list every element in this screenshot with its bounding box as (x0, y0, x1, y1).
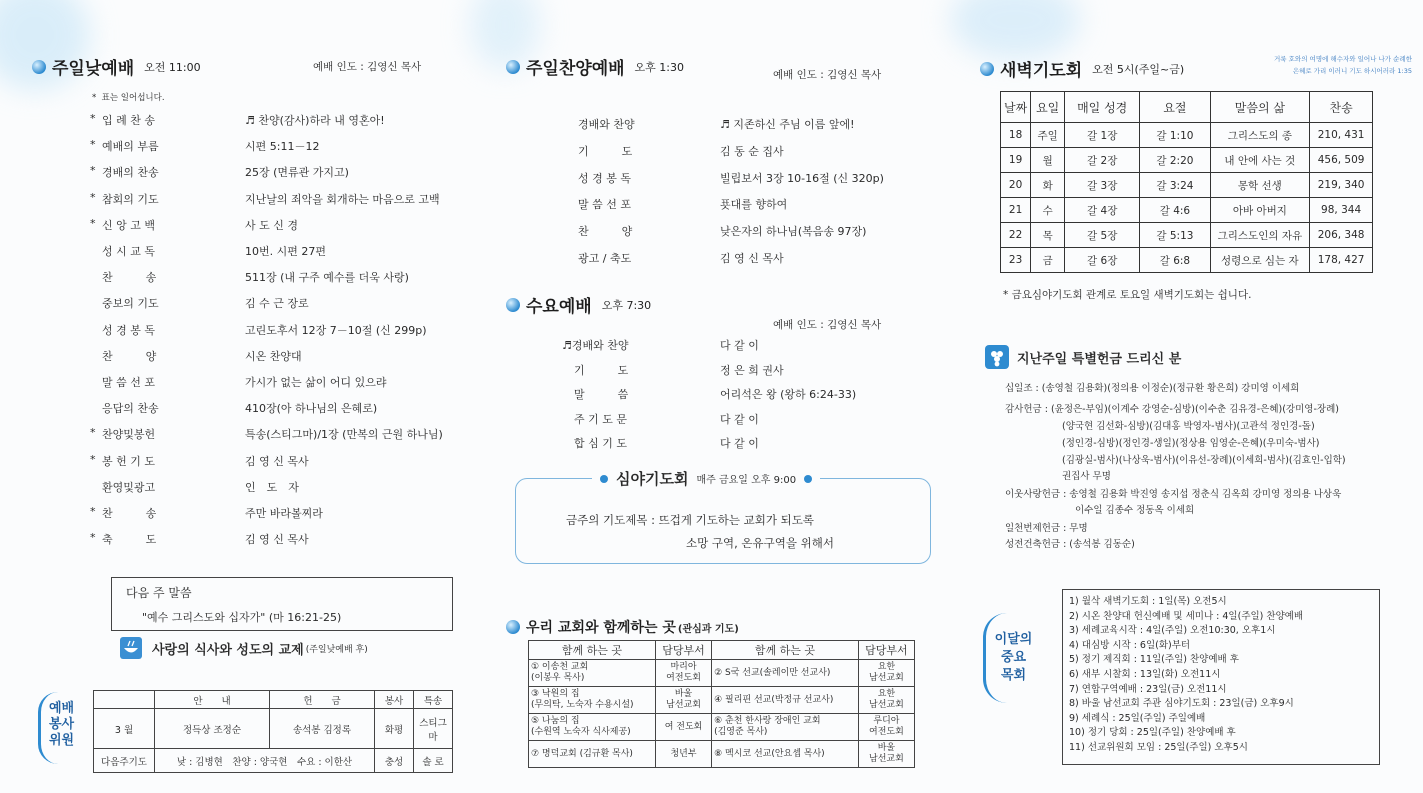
grapes-icon (985, 345, 1009, 369)
table-cell: 갈 3장 (1065, 173, 1140, 198)
order-value: 낮은자의 하나님(복음송 97장) (720, 225, 867, 239)
table-cell: ③ 낙원의 집 (무의탁, 노숙자 수용시설) (529, 687, 656, 714)
table-cell: ⑧ 멕시코 선교(안요셉 목사) (712, 741, 859, 768)
order-value: 시온 찬양대 (245, 349, 302, 363)
volunteer-label: 예배 봉사 위원 (38, 692, 85, 764)
table-cell: 갈 1장 (1065, 123, 1140, 148)
order-item (90, 453, 470, 471)
order-label: 주 기 도 문 (574, 412, 627, 426)
table-cell: 성령으로 심는 자 (1210, 248, 1310, 273)
table-cell: 수 (1031, 198, 1065, 223)
table-cell: 98, 344 (1310, 198, 1373, 223)
table-row (529, 714, 915, 741)
table-cell: ① 이송천 교회 (이봉우 목사) (529, 660, 656, 687)
order-item (90, 479, 470, 497)
order-label: 경배와 찬양 (578, 118, 635, 131)
order-value: 410장(아 하나님의 은혜로) (245, 402, 378, 416)
next-week-word-box (111, 577, 453, 631)
offering-line: (정인경-심방)(정인경-생일)(정상용 임영순-은혜)(우미숙-범사) (1062, 438, 1320, 449)
order-item (90, 269, 470, 287)
table-cell: 그리스도의 종 (1210, 123, 1310, 148)
table-cell: 여 전도회 (655, 714, 711, 741)
bowl-icon (120, 637, 142, 659)
order-item (90, 426, 470, 444)
order-value: 어리석은 왕 (왕하 6:24-33) (720, 388, 857, 401)
table-cell: ⑤ 나눔의 집 (수원역 노숙자 식사제공) (529, 714, 656, 741)
standing-mark: * (90, 112, 96, 125)
table-header-cell: 담당부서 (858, 641, 914, 660)
order-label: 말 씀 선 포 (102, 376, 155, 389)
offering-line: 성전건축헌금 : (송석봉 김동순) (1005, 539, 1135, 550)
order-item (90, 217, 470, 235)
standing-mark: * (90, 164, 96, 178)
order-label: 찬 양 (578, 225, 633, 239)
order-label: 중보의 기도 (102, 297, 159, 311)
order-label: 입 례 찬 송 (102, 114, 155, 127)
order-value: ♬ 찬양(감사)하라 내 영혼아! (245, 114, 385, 127)
order-item (90, 505, 470, 523)
order-label: 경배의 찬송 (102, 166, 159, 180)
table-cell: 청년부 (655, 741, 711, 768)
order-item (90, 164, 470, 182)
table-cell: 요한 남선교회 (858, 687, 914, 714)
standing-mark: * (90, 190, 96, 204)
wednesday-service-title: 수요예배 오후 7:30 (506, 292, 651, 317)
dawn-verse: 거룩 호와의 여명에 해수자와 일어나 나가 순례한 은혜로 가리 이러니 기도 하시어러라 1:35 (1274, 55, 1412, 75)
table-cell: 그리스도인의 자유 (1210, 223, 1310, 248)
order-item (90, 322, 470, 340)
watercolor-decoration (950, 0, 1080, 60)
order-item (90, 243, 470, 261)
list-item: 10) 정기 당회 : 25일(주일) 찬양예배 후 (1069, 727, 1236, 739)
sunday-leader: 예배 인도 : 김영신 목사 (313, 61, 422, 73)
order-item (90, 400, 470, 418)
order-value: 푯대를 향하여 (720, 198, 788, 212)
bullet-icon (506, 298, 520, 312)
table-cell: 갈 5:13 (1140, 223, 1210, 248)
order-value: 가시가 없는 삶이 어디 있으랴 (245, 376, 387, 389)
wednesday-leader: 예배 인도 : 김영신 목사 (773, 319, 882, 331)
dawn-note: * 금요심야기도회 관계로 토요일 새벽기도회는 쉽니다. (1003, 289, 1252, 301)
order-value: 인 도 자 (245, 480, 299, 494)
table-header-cell: 요일 (1031, 92, 1065, 123)
order-label: 성 경 봉 독 (102, 323, 155, 337)
table-cell: 206, 348 (1310, 223, 1373, 248)
table-row (1001, 148, 1373, 173)
table-row (1001, 173, 1373, 198)
bullet-icon (980, 62, 994, 76)
order-label: 축 도 (102, 533, 157, 547)
table-header-cell: 매일 성경 (1065, 92, 1140, 123)
dot-icon (600, 475, 608, 483)
list-item: 6) 새부 시찰회 : 13일(화) 오전11시 (1069, 668, 1221, 680)
friday-prayer-title: 심야기도회 매주 금요일 오후 9:00 (592, 468, 820, 489)
list-item: 3) 세례교육시작 : 4일(주일) 오전10:30, 오후1시 (1069, 625, 1276, 637)
praise-service-title: 주일찬양예배 오후 1:30 (506, 54, 684, 79)
order-value: 고린도후서 12장 7－10절 (신 299p) (245, 323, 427, 337)
table-cell: 요한 남선교회 (858, 660, 914, 687)
table-cell: 20 (1001, 173, 1031, 198)
partners-table (528, 640, 915, 768)
order-value: 정 은 희 권사 (720, 363, 784, 377)
month-events-box (1062, 589, 1380, 765)
bullet-icon (32, 60, 46, 74)
table-header-cell: 날짜 (1001, 92, 1031, 123)
table-cell: ② S국 선교(솔레이만 선교사) (712, 660, 859, 687)
table-cell: 월 (1031, 148, 1065, 173)
order-item (90, 531, 470, 549)
offering-line: 이수일 김종수 정동옥 이세희 (1075, 505, 1195, 516)
table-cell: 갈 6장 (1065, 248, 1140, 273)
table-row (1001, 223, 1373, 248)
list-item: 9) 세례식 : 25일(주일) 주일예배 (1069, 712, 1206, 724)
order-value: ♬ 지존하신 주님 이름 앞에! (720, 118, 855, 131)
table-cell: 내 안에 사는 것 (1210, 148, 1310, 173)
order-value: 시편 5:11－12 (245, 140, 320, 154)
order-label: 광고 / 축도 (578, 252, 632, 265)
order-value: 25장 (면류관 가지고) (245, 166, 349, 180)
order-label: 찬 송 (102, 507, 157, 520)
order-value: 10번. 시편 27편 (245, 245, 326, 258)
order-item (90, 295, 470, 313)
order-label: 성 시 교 독 (102, 245, 155, 258)
order-value: 김 영 신 목사 (245, 533, 309, 547)
table-cell: 456, 509 (1310, 148, 1373, 173)
list-item: 11) 선교위원회 모임 : 25일(주일) 오후5시 (1069, 741, 1248, 753)
table-cell: 갈 6:8 (1140, 248, 1210, 273)
table-cell: 금 (1031, 248, 1065, 273)
table-cell: 갈 5장 (1065, 223, 1140, 248)
table-cell: 바울 남선교회 (858, 741, 914, 768)
offering-line: 일천번제헌금 : 무명 (1005, 523, 1088, 534)
order-label: 예배의 부름 (102, 140, 159, 154)
table-cell: 마리아 여전도회 (655, 660, 711, 687)
month-label: 이달의 중요 목회 (983, 613, 1036, 703)
order-value: 다 같 이 (720, 339, 759, 352)
table-header-cell: 함께 하는 곳 (529, 641, 656, 660)
order-label: 말 씀 선 포 (578, 198, 631, 212)
praise-leader: 예배 인도 : 김영신 목사 (773, 69, 882, 81)
list-item: 2) 시온 찬양대 헌신예배 및 세미나 : 4일(주일) 찬양예배 (1069, 610, 1304, 622)
table-cell: 목 (1031, 223, 1065, 248)
table-cell: ⑦ 명덕교회 (김규환 목사) (529, 741, 656, 768)
table-cell: 몽학 선생 (1210, 173, 1310, 198)
standing-mark: * (90, 138, 96, 152)
order-label: 기 도 (574, 363, 629, 377)
next-week-text: "예수 그리스도와 십자가" (마 16:21-25) (142, 611, 342, 624)
offering-line: 십일조 : (송영철 김용화)(정의용 이정순)(정규환 황은희) 강미영 이세희 (1005, 383, 1300, 394)
table-row (529, 687, 915, 714)
table-row (1001, 198, 1373, 223)
order-value: 다 같 이 (720, 437, 759, 450)
order-item (90, 112, 470, 130)
list-item: 4) 대심방 시작 : 6일(화)부터 (1069, 639, 1191, 651)
table-header-row (1001, 92, 1373, 123)
order-label: 참회의 기도 (102, 192, 159, 206)
table-cell: 갈 3:24 (1140, 173, 1210, 198)
table-cell: 21 (1001, 198, 1031, 223)
next-week-title: 다음 주 말씀 (126, 586, 192, 600)
order-value: 주만 바라볼찌라 (245, 507, 323, 520)
standing-mark: * (90, 426, 96, 440)
order-value: 다 같 이 (720, 412, 759, 426)
table-row (1001, 123, 1373, 148)
table-cell: 갈 4:6 (1140, 198, 1210, 223)
table-row (529, 660, 915, 687)
order-value: 511장 (내 구주 예수를 더욱 사랑) (245, 271, 409, 285)
table-cell: 화 (1031, 173, 1065, 198)
sunday-service-title: 주일낮예배 오전 11:00 (32, 54, 201, 79)
table-header-cell: 말씀의 삶 (1210, 92, 1310, 123)
standing-mark: * (90, 505, 96, 518)
table-header-cell: 찬송 (1310, 92, 1373, 123)
meal-note: (주일낮예배 후) (305, 644, 368, 655)
order-item (90, 191, 470, 209)
table-cell: 19 (1001, 148, 1031, 173)
dawn-prayer-title: 새벽기도회 오전 5시(주일~금) (980, 56, 1184, 81)
table-cell: 178, 427 (1310, 248, 1373, 273)
offering-line: 감사헌금 : (윤정은-부임)(이계수 강영순-심방)(이수춘 김유경-은혜)(강미영-장례) (1005, 404, 1339, 415)
order-item (90, 138, 470, 156)
order-value: 빌립보서 3장 10-16절 (신 320p) (720, 171, 884, 185)
order-label: 봉 헌 기 도 (102, 454, 155, 468)
order-label: 성 경 봉 독 (578, 171, 631, 185)
table-header-cell: 담당부서 (655, 641, 711, 660)
table-cell: 아바 아버지 (1210, 198, 1310, 223)
table-cell: 23 (1001, 248, 1031, 273)
order-value: 김 영 신 목사 (720, 252, 784, 265)
list-item: 1) 월삭 새벽기도회 : 1일(목) 오전5시 (1069, 596, 1227, 607)
dawn-schedule-table (1000, 91, 1373, 273)
table-cell: ④ 필리핀 선교(박정규 선교사) (712, 687, 859, 714)
table-cell: 갈 1:10 (1140, 123, 1210, 148)
list-item: 5) 정기 제직회 : 11일(주일) 찬양예배 후 (1069, 654, 1239, 666)
standing-note: * 표는 일어섭니다. (92, 93, 165, 103)
bullet-icon (506, 620, 520, 634)
table-cell: 219, 340 (1310, 173, 1373, 198)
bullet-icon (506, 60, 520, 74)
offering-line: (양국현 김선화-심방)(김대홍 박영자-범사)(고관석 정인경-돌) (1062, 421, 1315, 432)
table-cell: 갈 2:20 (1140, 148, 1210, 173)
order-label: 말 씀 (574, 388, 629, 401)
friday-prayer-line1: 금주의 기도제목 : 뜨겁게 기도하는 교회가 되도록 (566, 513, 814, 527)
order-label: 찬양및봉헌 (102, 428, 156, 442)
order-value: 김 영 신 목사 (245, 454, 309, 468)
order-label: 찬 양 (102, 349, 157, 363)
order-value: 사 도 신 경 (245, 218, 298, 232)
standing-mark: * (90, 531, 96, 545)
table-row (529, 741, 915, 768)
dot-icon (804, 475, 812, 483)
meal-section (120, 637, 368, 659)
table-header-cell: 함께 하는 곳 (712, 641, 859, 660)
order-value: 지난날의 죄악을 회개하는 마음으로 고백 (245, 192, 440, 206)
table-cell: ⑥ 춘천 한사랑 장애인 교회 (김영준 목사) (712, 714, 859, 741)
offering-line: 이웃사랑헌금 : 송영철 김용화 박진영 송지섭 정춘식 김옥희 강미영 정의용 나상욱 (1005, 489, 1342, 500)
order-label: 합 심 기 도 (574, 437, 627, 450)
standing-mark: * (90, 452, 96, 466)
table-row (1001, 248, 1373, 273)
offering-title: 지난주일 특별헌금 드리신 분 (1017, 351, 1182, 367)
table-cell: 주일 (1031, 123, 1065, 148)
order-value: 김 수 근 장로 (245, 297, 309, 311)
order-value: 특송(스티그마)/1장 (만복의 근원 하나님) (245, 428, 443, 442)
table-header-cell: 요절 (1140, 92, 1210, 123)
list-item: 8) 바울 남선교회 주관 심야기도회 : 23일(금) 오후9시 (1069, 698, 1294, 710)
table-cell: 210, 431 (1310, 123, 1373, 148)
order-label: ♬경배와 찬양 (562, 339, 629, 352)
order-label: 신 앙 고 백 (102, 218, 155, 232)
friday-prayer-line2: 소망 구역, 온유구역을 위해서 (686, 536, 834, 550)
order-item (90, 348, 470, 366)
partners-title: 우리 교회와 함께하는 곳 (관심과 기도) (506, 617, 739, 637)
table-header-row (529, 641, 915, 660)
order-label: 찬 송 (102, 271, 157, 285)
table-cell: 22 (1001, 223, 1031, 248)
table-cell: 루디아 여전도회 (858, 714, 914, 741)
table-cell: 바울 남선교회 (655, 687, 711, 714)
meal-title: 사랑의 식사와 성도의 교제 (152, 642, 304, 658)
offering-line: 권집사 무명 (1062, 471, 1111, 482)
volunteer-table: 안 내 헌 금 봉사 특송 3 월 정득상 조정순 송석봉 김정록 화평 스티그마 다음주기도 낮 : 김병현 찬양 : 양국현 수요 : 이한산 충성 솔 로 (93, 690, 453, 773)
order-item (90, 374, 470, 392)
standing-mark: * (90, 216, 96, 230)
table-cell: 갈 4장 (1065, 198, 1140, 223)
offering-line: (김광실-범사)(나상욱-범사)(이유선-장례)(이세희-범사)(김효인-입학) (1062, 455, 1346, 466)
order-label: 환영및광고 (102, 480, 156, 494)
offering-section (985, 345, 1181, 369)
table-cell: 갈 2장 (1065, 148, 1140, 173)
table-cell: 18 (1001, 123, 1031, 148)
order-label: 기 도 (578, 144, 633, 158)
order-label: 응답의 찬송 (102, 402, 159, 416)
order-value: 김 동 순 집사 (720, 144, 784, 158)
list-item: 7) 연합구역예배 : 23일(금) 오전11시 (1069, 683, 1227, 695)
